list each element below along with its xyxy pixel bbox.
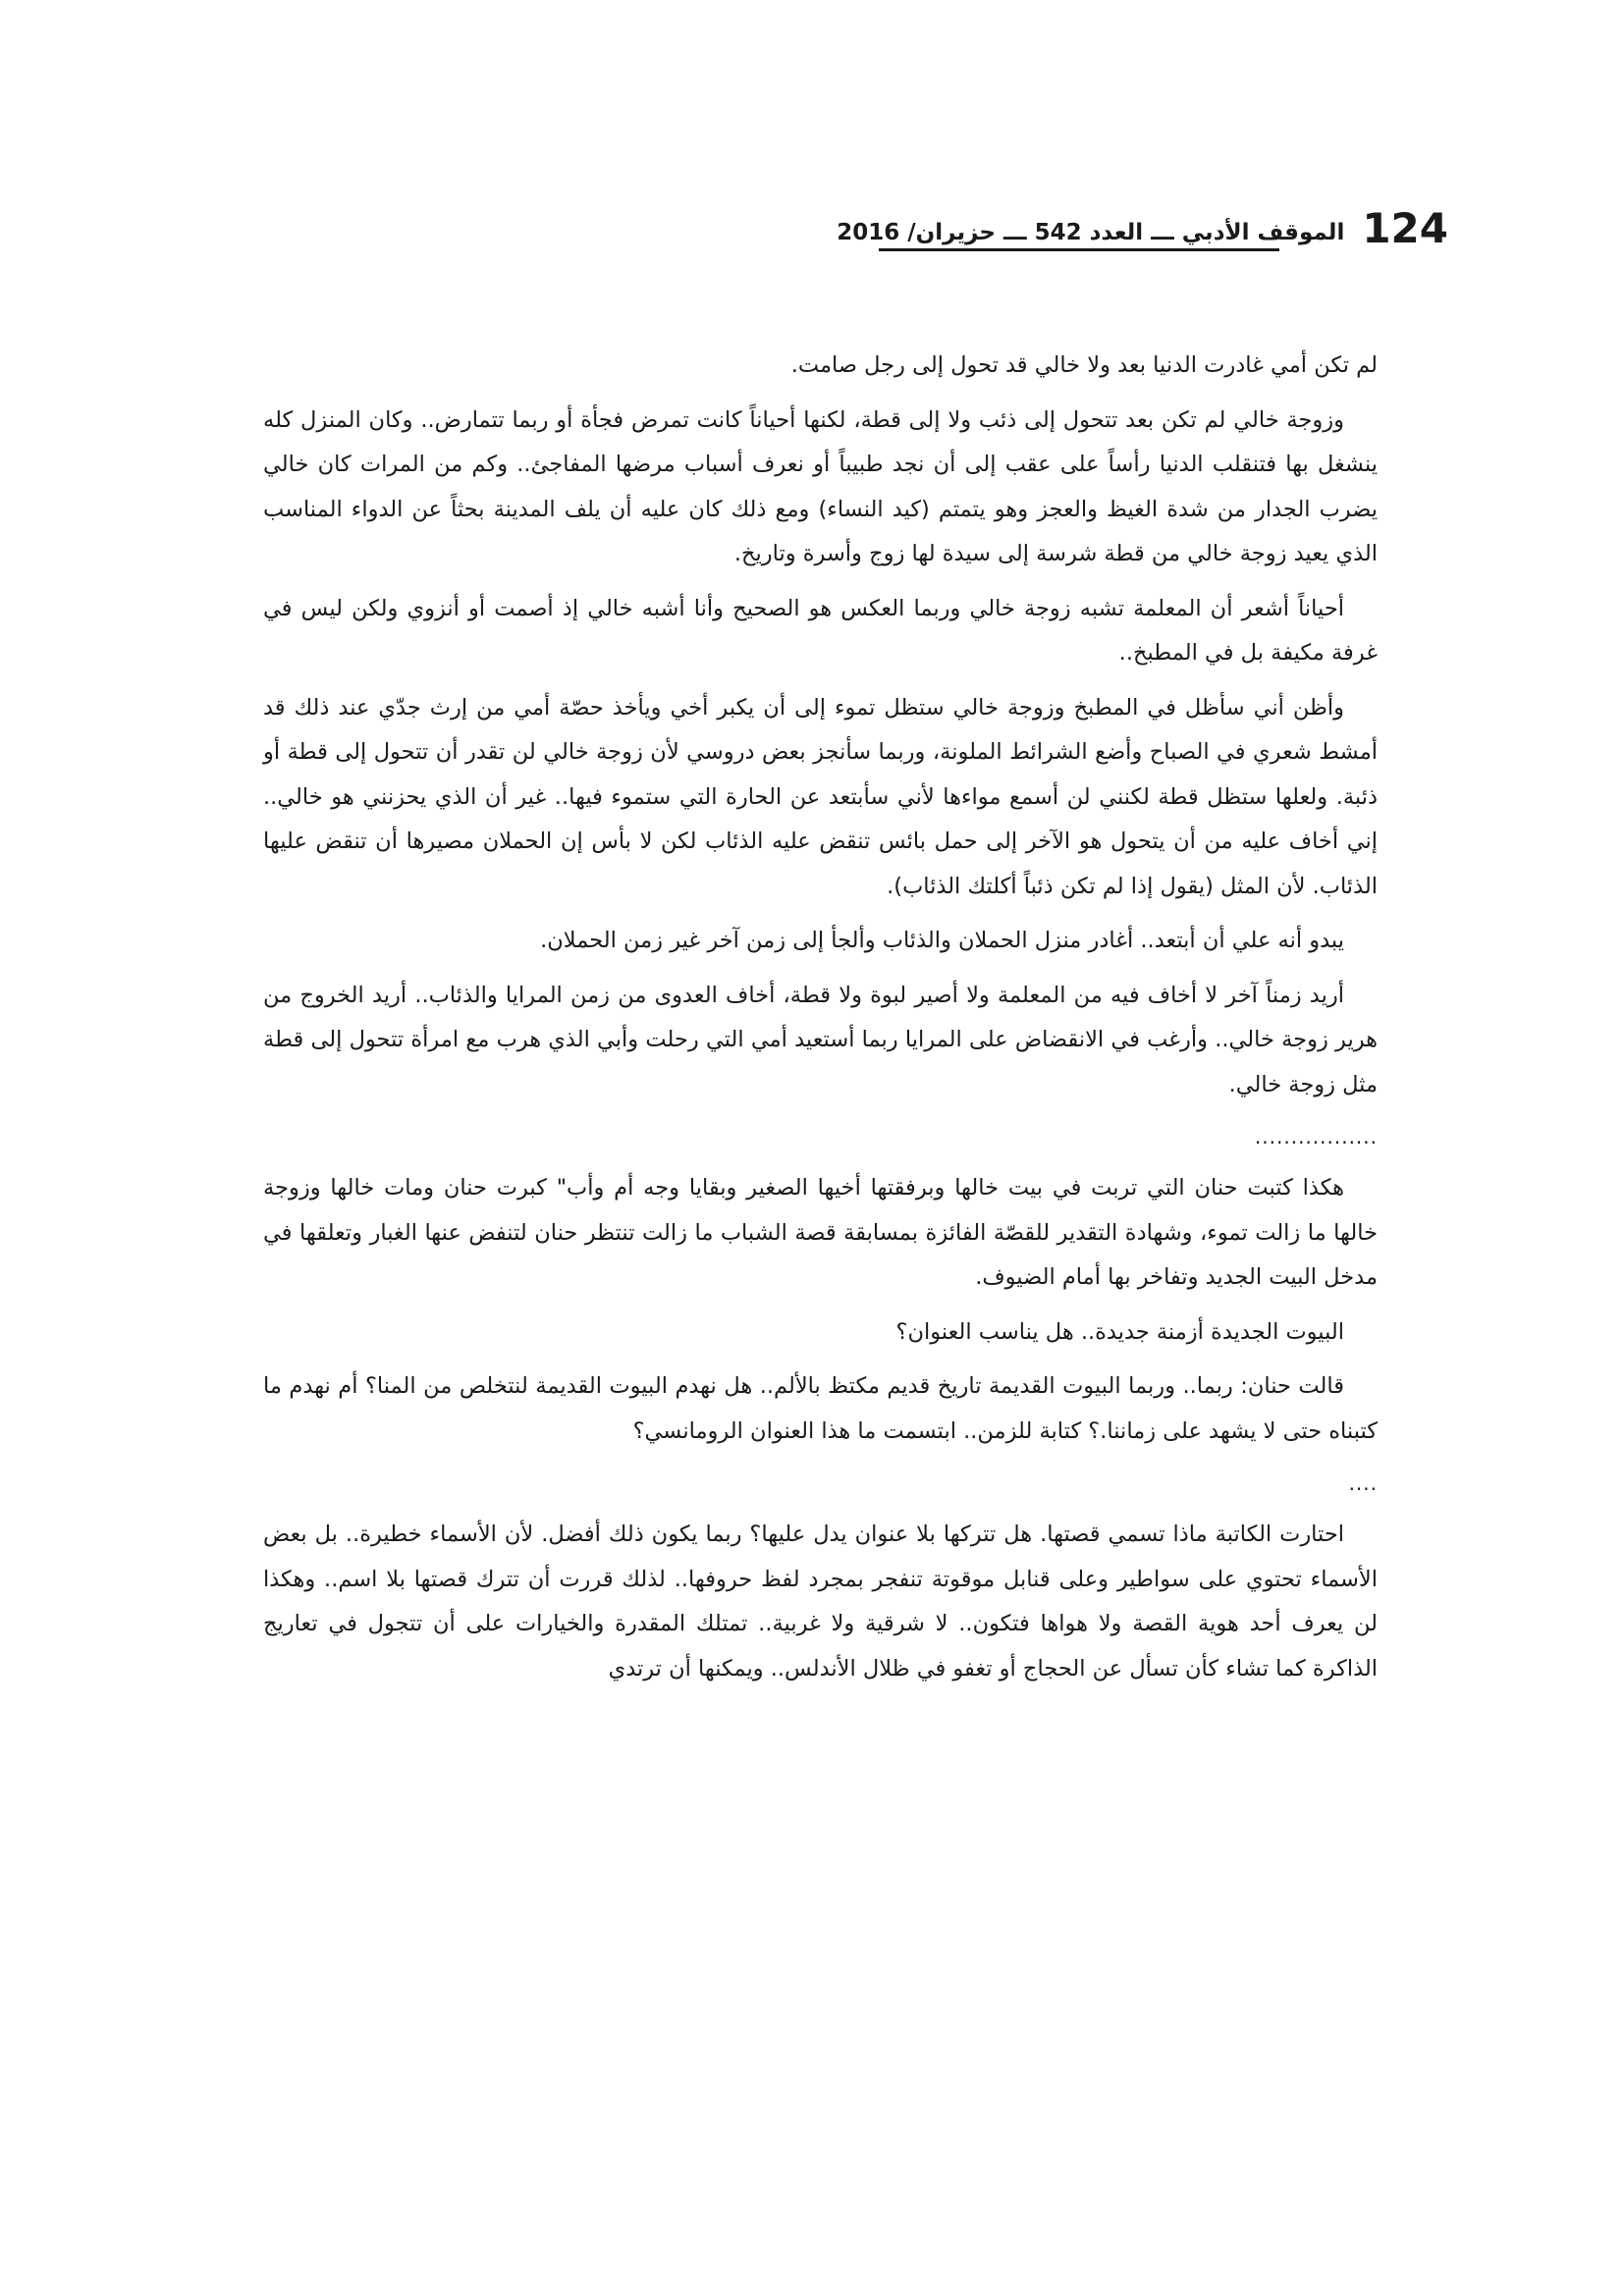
paragraph: احتارت الكاتبة ماذا تسمي قصتها. هل تتركها بلا عنوان يدل عليها؟ ربما يكون ذلك أفضل. لأن الأسماء خطيرة.. بل بعض الأسماء تحتوي على سواطير وعلى قنابل موقوتة تنفجر بمجرد لفظ حروفها.. لذلك قررت أن تترك قصتها بلا اسم.. وهكذا لن يعرف أحد هوية القصة ولا هواها فتكون.. لا شرقية ولا غربية.. تمتلك المقدرة والخيارات على أن تتجول في تعاريج الذاكرة كما تشاء كأن تسأل عن الحجاج أو تغفو في ظلال الأندلس.. ويمكنها أن ترتدي: [263, 1522, 1378, 1682]
separator-dots: .................: [1254, 1125, 1378, 1148]
paragraph: قالت حنان: ربما.. وربما البيوت القديمة تاريخ قديم مكتظ بالألم.. هل نهدم البيوت القديمة لنتخلص من المنا؟ أم نهدم ما كتبناه حتى لا يشهد على زماننا.؟ كتابة للزمن.. ابتسمت ما هذا العنوان الرومانسي؟: [263, 1373, 1378, 1444]
paragraph: أحياناً أشعر أن المعلمة تشبه زوجة خالي وربما العكس هو الصحيح وأنا أشبه خالي إذ أصمت أو أنزوي ولكن ليس في غرفة مكيفة بل في المطبخ..: [263, 595, 1378, 666]
paragraph: البيوت الجديدة أزمنة جديدة.. هل يناسب العنوان؟: [895, 1318, 1344, 1345]
separator-dots: ....: [1348, 1471, 1378, 1495]
section-separator: [263, 1117, 1378, 1156]
article-body: [263, 344, 1378, 1701]
paragraph: وزوجة خالي لم تكن بعد تتحول إلى ذئب ولا إلى قطة، لكنها أحياناً كانت تمرض فجأة أو ربما تتمارض.. وكان المنزل كله ينشغل بها فتنقلب الدنيا رأساً على عقب إلى أن نجد طبيباً أو نعرف أسباب مرضها المفاجئ.. وكم من المرات كان خالي يضرب الجدار من شدة الغيظ والعجز وهو يتمتم (كيد النساء) ومع ذلك كان عليه أن يلف المدينة بحثاً عن الدواء المناسب الذي يعيد زوجة خالي من قطة شرسة إلى سيدة لها زوج وأسرة وتاريخ.: [263, 406, 1378, 566]
paragraph: وأظن أني سأظل في المطبخ وزوجة خالي ستظل تموء إلى أن يكبر أخي ويأخذ حصّة أمي من إرث جدّي عند ذلك قد أمشط شعري في الصباح وأضع الشرائط الملونة، وربما سأنجز بعض دروسي لأن زوجة خالي لن تقدر أن تتحول إلى قطة أو ذئبة. ولعلها ستظل قطة لكنني لن أسمع مواءها لأني سأبتعد عن الحارة التي ستموء فيها.. غير أن الذي يحزنني هو خالي.. إني أخاف عليه من أن يتحول هو الآخر إلى حمل بائس تنقض عليه الذئاب لكن لا بأس إن الحملان مصيرها أن تنقض عليها الذئاب. لأن المثل (يقول إذا لم تكن ذئباً أكلتك الذئاب).: [263, 694, 1378, 899]
paragraph: أريد زمناً آخر لا أخاف فيه من المعلمة ولا أصير لبوة ولا قطة، أخاف العدوى من زمن المرايا والذئاب.. أريد الخروج من هرير زوجة خالي.. وأرغب في الانقضاض على المرايا ربما أستعيد أمي التي رحلت وأبي الذي هرب مع امرأة تتحول إلى قطة مثل زوجة خالي.: [263, 982, 1378, 1097]
paragraph: يبدو أنه علي أن أبتعد.. أغادر منزل الحملان والذئاب وألجأ إلى زمن آخر غير زمن الحملان.: [540, 928, 1344, 953]
running-head: الموقف الأدبي ـــ العدد 542 ـــ حزيران/ 2016: [837, 220, 1345, 245]
page-header: [837, 194, 1448, 252]
header-rule: [879, 248, 1279, 251]
section-separator: [263, 1464, 1378, 1503]
paragraph: لم تكن أمي غادرت الدنيا بعد ولا خالي قد تحول إلى رجل صامت.: [790, 352, 1378, 378]
paragraph: هكذا كتبت حنان التي تربت في بيت خالها وبرفقتها أخيها الصغير وبقايا وجه أم وأب" كبرت حنان ومات خالها وزوجة خالها ما زالت تموء، وشهادة التقدير للقصّة الفائزة بمسابقة قصة الشباب ما زالت تنتظر حنان لتنفض عنها الغبار وتعلقها في مدخل البيت الجديد وتفاخر بها أمام الضيوف.: [263, 1175, 1378, 1290]
page-number: 124: [1362, 204, 1448, 252]
